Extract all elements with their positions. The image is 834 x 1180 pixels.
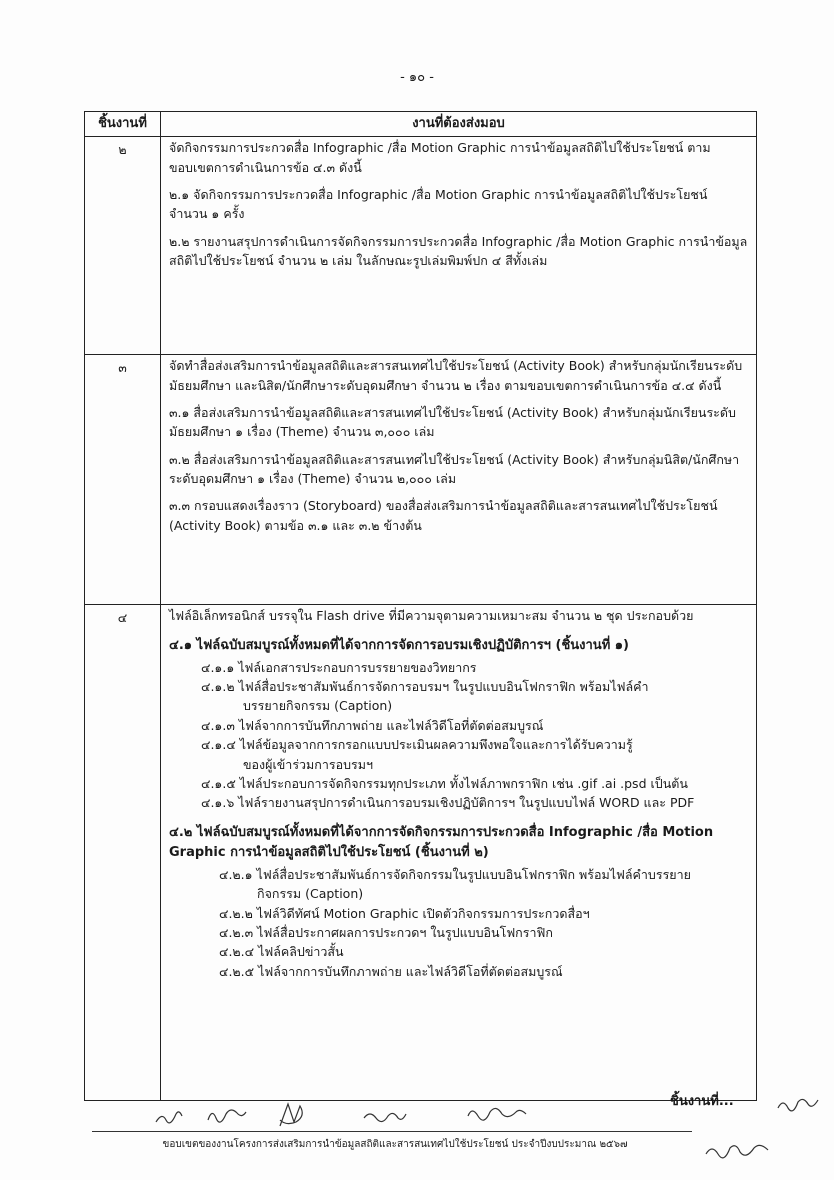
- list-item: ๔.๑.๒ ไฟล์สื่อประชาสัมพันธ์การจัดการอบรมฯ ในรูปแบบอินโฟกราฟิก พร้อมไฟล์คำ: [201, 679, 649, 695]
- signature-right: [704, 1140, 774, 1164]
- list-item: ๔.๑.๑ ไฟล์เอกสารประกอบการบรรยายของวิทยากร: [201, 659, 477, 675]
- page-number: - ๑๐ -: [400, 70, 434, 85]
- table-row: [85, 355, 757, 605]
- list-item: ๔.๑.๔ ไฟล์ข้อมูลจากการกรอกแบบประเมินผลความพึงพอใจและการได้รับความรู้: [201, 737, 633, 753]
- list-item: ๔.๒.๑ ไฟล์สื่อประชาสัมพันธ์การจัดกิจกรรมในรูปแบบอินโฟกราฟิก พร้อมไฟล์คำบรรยาย: [219, 866, 691, 882]
- signature-group: [150, 1100, 590, 1130]
- signature-5: [468, 1108, 526, 1120]
- header-deliverable-number: ชิ้นงานที่: [85, 112, 161, 137]
- row-number: ๔: [85, 605, 161, 1101]
- list-item: ของผู้เข้าร่วมการอบรมฯ: [243, 756, 374, 772]
- signature-3: [280, 1104, 302, 1126]
- table-row: [85, 137, 757, 355]
- paragraph: จัดทำสื่อส่งเสริมการนำข้อมูลสถิติและสารสนเทศไปใช้ประโยชน์ (Activity Book) สำหรับกลุ่มนักเรียนระดับมัธยมศึกษา และนิสิต/นักศึกษาระดับอุดมศึกษา จำนวน ๒ เรื่อง ตามขอบเขตการดำเนินการข้อ ๔.๔ ดังนี้: [169, 358, 743, 393]
- footer-divider: [92, 1131, 692, 1132]
- list-item: ๔.๑.๓ ไฟล์จากการบันทึกภาพถ่าย และไฟล์วิดีโอที่ตัดต่อสมบูรณ์: [201, 717, 544, 733]
- signature-2: [208, 1110, 246, 1122]
- list-item: ๔.๑.๕ ไฟล์ประกอบการจัดกิจกรรมทุกประเภท ทั้งไฟล์ภาพกราฟิก เช่น .gif .ai .psd เป็นต้น: [201, 775, 688, 791]
- list-item: กิจกรรม (Caption): [257, 886, 364, 902]
- row-number: ๓: [85, 355, 161, 605]
- list-item: ๔.๒.๓ ไฟล์สื่อประกาศผลการประกวดฯ ในรูปแบบอินโฟกราฟิก: [219, 925, 553, 941]
- page-footer: ขอบเขตของงานโครงการส่งเสริมการนำข้อมูลสถิติและสารสนเทศไปใช้ประโยชน์ ประจำปีงบประมาณ ๒๕๖๗: [162, 1139, 628, 1150]
- signature-1: [156, 1112, 182, 1123]
- paragraph: ๓.๒ สื่อส่งเสริมการนำข้อมูลสถิติและสารสนเทศไปใช้ประโยชน์ (Activity Book) สำหรับกลุ่มนิสิต/นักศึกษาระดับอุดมศึกษา ๑ เรื่อง (Theme) จำนวน ๒,๐๐๐ เล่ม: [169, 451, 740, 487]
- list-item: ๔.๒.๔ ไฟล์คลิปข่าวสั้น: [219, 944, 344, 960]
- paragraph: ไฟล์อิเล็กทรอนิกส์ บรรจุใน Flash drive ที่มีความจุตามความเหมาะสม จำนวน ๒ ชุด ประกอบด้วย: [169, 608, 694, 624]
- paragraph: ๒.๒ รายงานสรุปการดำเนินการจัดกิจกรรมการประกวดสื่อ Infographic /สื่อ Motion Graphic การนำข้อมูลสถิติไปใช้ประโยชน์ จำนวน ๒ เล่ม ในลักษณะรูปเล่มพิมพ์ปก ๔ สีทั้งเล่ม: [169, 233, 748, 269]
- table-header-row: [85, 112, 757, 137]
- list-item: ๔.๑.๖ ไฟล์รายงานสรุปการดำเนินการอบรมเชิงปฏิบัติการฯ ในรูปแบบไฟล์ WORD และ PDF: [201, 795, 695, 811]
- continuation-label: ชิ้นงานที่...: [670, 1094, 734, 1109]
- row-number: ๒: [85, 137, 161, 355]
- row-description: [161, 605, 757, 1101]
- signature-4: [364, 1113, 406, 1121]
- row-description: [161, 137, 757, 355]
- deliverables-table: [84, 111, 757, 1101]
- paragraph: ๓.๓ กรอบแสดงเรื่องราว (Storyboard) ของสื่อส่งเสริมการนำข้อมูลสถิติและสารสนเทศไปใช้ประโยชน์ (Activity Book) ตามข้อ ๓.๑ และ ๓.๒ ข้างต้น: [169, 498, 718, 533]
- signature-corner: [776, 1094, 820, 1114]
- section-heading: ๔.๑ ไฟล์ฉบับสมบูรณ์ทั้งหมดที่ได้จากการจัดการอบรมเชิงปฏิบัติการฯ (ชิ้นงานที่ ๑): [169, 637, 629, 653]
- paragraph: ๓.๑ สื่อส่งเสริมการนำข้อมูลสถิติและสารสนเทศไปใช้ประโยชน์ (Activity Book) สำหรับกลุ่มนักเรียนระดับมัธยมศึกษา ๑ เรื่อง (Theme) จำนวน ๓,๐๐๐ เล่ม: [169, 404, 736, 440]
- row-description: [161, 355, 757, 605]
- list-item: บรรยายกิจกรรม (Caption): [243, 698, 393, 714]
- header-deliverable-description: งานที่ต้องส่งมอบ: [161, 112, 757, 137]
- list-item: ๔.๒.๕ ไฟล์จากการบันทึกภาพถ่าย และไฟล์วิดีโอที่ตัดต่อสมบูรณ์: [219, 963, 563, 979]
- list-item: ๔.๒.๒ ไฟล์วิดีทัศน์ Motion Graphic เปิดตัวกิจกรรมการประกวดสื่อฯ: [219, 905, 590, 921]
- paragraph: ๒.๑ จัดกิจกรรมการประกวดสื่อ Infographic /สื่อ Motion Graphic การนำข้อมูลสถิติไปใช้ประโยชน์ จำนวน ๑ ครั้ง: [169, 186, 708, 222]
- table-row: [85, 605, 757, 1101]
- section-heading: ๔.๒ ไฟล์ฉบับสมบูรณ์ทั้งหมดที่ได้จากการจัดกิจกรรมการประกวดสื่อ Infographic /สื่อ Motion Graphic การนำข้อมูลสถิติไปใช้ประโยชน์ (ชิ้นงานที่ ๒): [169, 824, 714, 860]
- paragraph: จัดกิจกรรมการประกวดสื่อ Infographic /สื่อ Motion Graphic การนำข้อมูลสถิติไปใช้ประโยชน์ ตามขอบเขตการดำเนินการข้อ ๔.๓ ดังนี้: [169, 140, 711, 175]
